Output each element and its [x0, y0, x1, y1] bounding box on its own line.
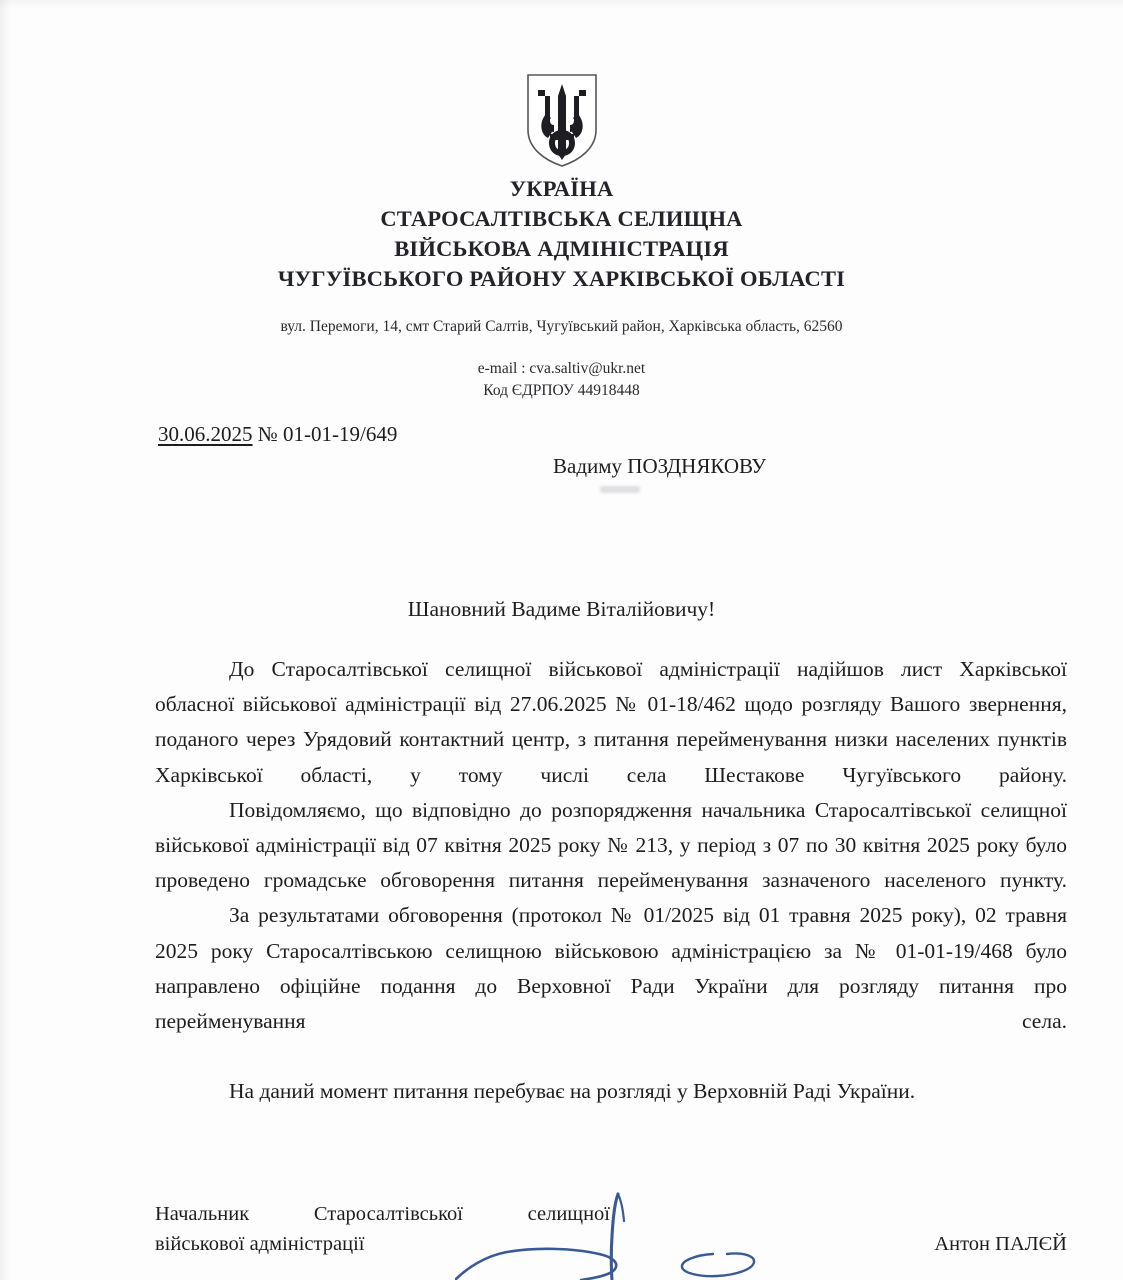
reference-line — [158, 420, 397, 448]
reference-number: № 01-01-19/649 — [257, 422, 398, 446]
signatory-name: Антон ПАЛЄЙ — [934, 1233, 1067, 1255]
salutation: Шановний Вадиме Віталійовичу! — [407, 597, 716, 621]
reference-date: 30.06.2025 — [158, 422, 253, 446]
letterhead — [0, 174, 1123, 294]
emblem-container — [0, 72, 1123, 168]
addressee: Вадиму ПОЗДНЯКОВУ — [553, 454, 767, 478]
body-paragraph: Повідомляємо, що відповідно до розпорядження начальника Старосалтівської селищної військової адміністрації від 07 квітня 2025 року № 213, у період з 07 по 30 квітня 2025 року було проведено громадське обговорення питання перейменування зазначеного населеного пункту. — [155, 797, 1067, 893]
body-paragraph: За результатами обговорення (протокол № 01/2025 від 01 травня 2025 року), 02 травня 2025 року Старосалтівською селищною військовою адміністрацією за № 01-01-19/468 було направлено офіційне подання до Верховної Ради України для розгляду питання про перейменування села. — [155, 903, 1067, 1034]
letterhead-line-country: УКРАЇНА — [509, 176, 614, 201]
ukraine-trident-coat-of-arms-icon — [524, 72, 600, 168]
letter-body — [155, 652, 1067, 1109]
edrpou-code: Код ЄДРПОУ 44918448 — [483, 382, 640, 399]
signatory-title-line-2: військової адміністрації — [155, 1233, 365, 1255]
signature-block — [155, 1199, 1067, 1259]
letterhead-line-administration: ВІЙСЬКОВА АДМІНІСТРАЦІЯ — [394, 236, 729, 261]
redaction-mark — [600, 486, 640, 493]
postal-address: вул. Перемоги, 14, смт Старий Салтів, Чугуївський район, Харківська область, 62560 — [280, 318, 843, 335]
body-paragraph: До Старосалтівської селищної військової адміністрації надійшов лист Харківської обласної військової адміністрації від 27.06.2025 № 01-18/462 щодо розгляду Вашого звернення, поданого через Урядовий контактний центр, з питання перейменування низки населених пунктів Харківської області, у тому числі села Шестакове Чугуївського району. — [155, 657, 1067, 787]
letterhead-line-settlement: СТАРОСАЛТІВСЬКА СЕЛИЩНА — [380, 206, 743, 231]
body-paragraph: На даний момент питання перебуває на розгляді у Верховній Раді України. — [229, 1079, 916, 1104]
letterhead-line-district: ЧУГУЇВСЬКОГО РАЙОНУ ХАРКІВСЬКОЇ ОБЛАСТІ — [277, 266, 846, 291]
signatory-title — [155, 1199, 610, 1259]
signatory-title-line-1: Начальник Старосалтівської селищної — [155, 1203, 610, 1225]
contact-block — [0, 316, 1123, 402]
email-address: e-mail : cva.saltiv@ukr.net — [477, 360, 646, 377]
